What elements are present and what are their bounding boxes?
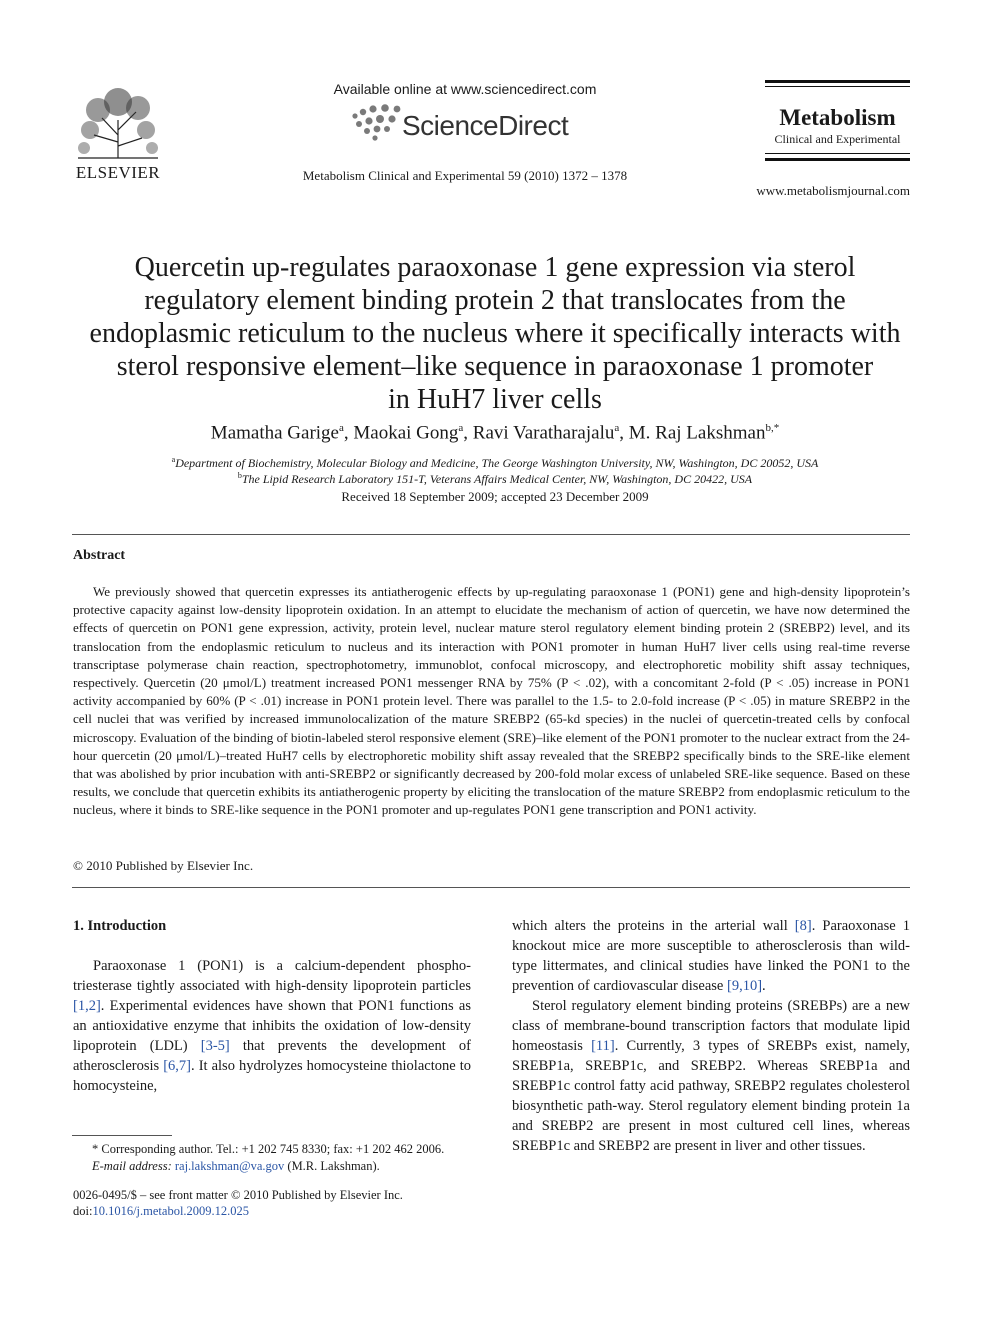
text-run: . Experimental evidences have shown that PON1 functions as an antioxidative enzyme that inhibits the oxidation of low-density lipoprotein (LDL): [73, 998, 471, 1054]
author-name[interactable]: M. Raj Lakshman: [628, 422, 766, 444]
article-title: [70, 251, 920, 416]
title-line: sterol responsive element–like sequence in paraoxonase 1 promoter: [116, 351, 874, 382]
publisher-logo-text: ELSEVIER: [75, 163, 161, 182]
body-column-left: [73, 956, 471, 1096]
text-run: which alters the proteins in the arterial wall: [512, 918, 795, 934]
author-name[interactable]: Ravi Varatharajalu: [472, 422, 615, 444]
sciencedirect-logo-text: ScienceDirect: [402, 110, 569, 141]
reference-link[interactable]: [11]: [591, 1038, 615, 1054]
abstract-rule-bottom: [72, 887, 910, 888]
title-line: in HuH7 liver cells: [388, 384, 602, 415]
doi-line: [73, 1204, 249, 1219]
title-line: regulatory element binding protein 2 that translocates from the: [144, 285, 846, 316]
text-run: Sterol regulatory element binding proteins (SREBPs) are a new class of membrane-bound transcription factors that modulate lipid homeostasis: [512, 998, 910, 1054]
body-column-right: [512, 916, 910, 1156]
text-run: . Paraoxonase 1 knockout mice are more susceptible to atherosclerosis than wild-type littermates, and clinical studies have linked the PON1 to the prevention of cardiovascular disease: [512, 918, 911, 994]
email-suffix: (M.R. Lakshman).: [284, 1159, 380, 1173]
reference-link[interactable]: [1,2]: [73, 998, 101, 1014]
title-line: endoplasmic reticulum to the nucleus where it specifically interacts with: [89, 318, 901, 349]
title-line: Quercetin up-regulates paraoxonase 1 gene expression via sterol: [134, 252, 856, 283]
abstract-rule-top: [72, 534, 910, 535]
email-footnote: [92, 1159, 380, 1174]
email-label: E-mail address:: [92, 1159, 172, 1173]
text-run: that prevents the development of atherosclerosis: [73, 1038, 471, 1074]
affiliation-text: The Lipid Research Laboratory 151-T, Veterans Affairs Medical Center, NW, Washington, DC 20422, USA: [241, 472, 753, 486]
abstract-paragraph: We previously showed that quercetin expresses its antiatherogenic effects by up-regulating paraoxonase 1 (PON1) gene and high-density lipoprotein’s protective capacity against low-density lipoprotein oxidation. In an attempt to elucidate the mechanism of action of quercetin, we have now determined the effects of quercetin on PON1 gene expression, activity, protein level, nuclear mature sterol regulatory element binding protein 2 (SREBP2) level, and its translocation from the endoplasmic reticulum to nucleus and its interaction with PON1 promoter in human HuH7 liver cells using real-time reverse transcriptase polymerase chain reaction, spectrophotometry, immunoblot, confocal microscopy, and electrophoretic mobility shift assay techniques, respectively. Quercetin (20 μmol/L) treatment increased PON1 messenger RNA by 75% (P < .02), with a concomitant 2-fold (P < .05) increase in PON1 activity accompanied by 60% (P < .01) increase in PON1 protein level. There was parallel to the 1.5- to 2.0-fold increase (P < .05) in mature SREBP2 in the cell nuclei that was verified by increased immunolocalization of the mature SREBP2 (65-kd species) in the nuclei of quercetin-treated cells by confocal microscopy. Evaluation of the binding of biotin-labeled sterol responsive element (SRE)–like element of the PON1 promoter to the nuclear extract from the 24-hour quercetin (20 μmol/L)–treated HuH7 cells by electrophoretic mobility shift assay revealed that the SREBP2 specifically binds to the SRE-like element that was abolished by prior incubation with anti-SREBP2 or significantly decreased by 200-fold molar excess of unlabeled SRE-like sequence. Based on these results, we conclude that quercetin exhibits its antiatherogenic property by eliciting the translocation of the mature SREBP2 from endoplasmic reticulum to the nucleus, where it binds to SRE-like sequence in the PON1 promoter and up-regulates PON1 gene transcription and PON1 activity.: [73, 584, 910, 818]
author-affil-marker: b,*: [765, 422, 780, 434]
available-online-text: Available online at www.sciencedirect.com: [333, 81, 597, 97]
journal-rule-bottom-thick: [765, 158, 910, 161]
footnote-rule: [72, 1135, 172, 1136]
corresponding-author-note: * Corresponding author. Tel.: +1 202 745 8330; fax: +1 202 462 2006.: [92, 1142, 445, 1156]
reference-link[interactable]: [6,7]: [163, 1058, 192, 1074]
author-separator: ,: [343, 422, 354, 444]
author-name[interactable]: Mamatha Garige: [210, 422, 339, 444]
author-affil-marker: a: [614, 422, 620, 434]
text-run: . It also hydrolyzes homocysteine thiolactone to homocysteine,: [73, 1058, 471, 1094]
affiliation-b: [70, 471, 920, 487]
affiliation-text: Department of Biochemistry, Molecular Biology and Medicine, The George Washington University, NW, Washington, DC 20052, USA: [175, 456, 819, 470]
author-separator: ,: [619, 422, 629, 444]
reference-link[interactable]: [9,10]: [727, 978, 763, 994]
affiliation-a: [70, 455, 920, 471]
received-dates: Received 18 September 2009; accepted 23 December 2009: [341, 489, 649, 504]
journal-url[interactable]: www.metabolismjournal.com: [756, 183, 910, 198]
text-run: .: [762, 978, 766, 994]
journal-rule-top-thick: [765, 80, 910, 83]
email-link[interactable]: raj.lakshman@va.gov: [174, 1159, 285, 1173]
author-affil-marker: a: [339, 422, 344, 434]
author-affil-marker: a: [458, 422, 464, 434]
journal-rule-bottom-thin: [765, 153, 910, 154]
author-name[interactable]: Maokai Gong: [353, 422, 459, 444]
journal-subtitle: Clinical and Experimental: [774, 132, 901, 146]
copyright-line: © 2010 Published by Elsevier Inc.: [73, 858, 254, 873]
journal-citation: Metabolism Clinical and Experimental 59 (2010) 1372 – 1378: [302, 168, 628, 183]
journal-rule-top-thin: [765, 86, 910, 87]
intro-paragraph-2: [512, 996, 910, 1156]
journal-name: Metabolism: [779, 105, 896, 130]
affiliation-marker: a: [171, 455, 176, 464]
affiliation-marker: b: [237, 471, 242, 480]
text-run: Paraoxonase 1 (PON1) is a calcium-dependent phospho-triesterase tightly associated with high-density lipoprotein particles: [73, 958, 471, 994]
reference-link[interactable]: [8]: [794, 918, 812, 934]
doi-label: doi:: [73, 1204, 93, 1218]
abstract-body: [73, 583, 910, 820]
reference-link[interactable]: [3-5]: [200, 1038, 230, 1054]
abstract-heading: Abstract: [73, 548, 126, 563]
author-separator: ,: [463, 422, 473, 444]
intro-paragraph-1: [73, 956, 471, 1096]
author-list: [70, 422, 920, 444]
front-matter-line: 0026-0495/$ – see front matter © 2010 Published by Elsevier Inc.: [73, 1188, 403, 1202]
doi-link[interactable]: 10.1016/j.metabol.2009.12.025: [92, 1204, 250, 1218]
section-heading-introduction: 1. Introduction: [73, 918, 167, 934]
intro-paragraph-1-cont: [512, 916, 910, 996]
text-run: . Currently, 3 types of SREBPs exist, namely, SREBP1a, SREBP1c, and SREBP2. Whereas SREBP1a and SREBP1c control fatty acid pathway, SREBP2 regulates cholesterol biosynthetic path-way. Sterol regulatory element binding protein 1a and SREBP2 are present in most cultured cell lines, whereas SREBP1c and SREBP2 are present in liver and other tissues.: [512, 1038, 910, 1154]
